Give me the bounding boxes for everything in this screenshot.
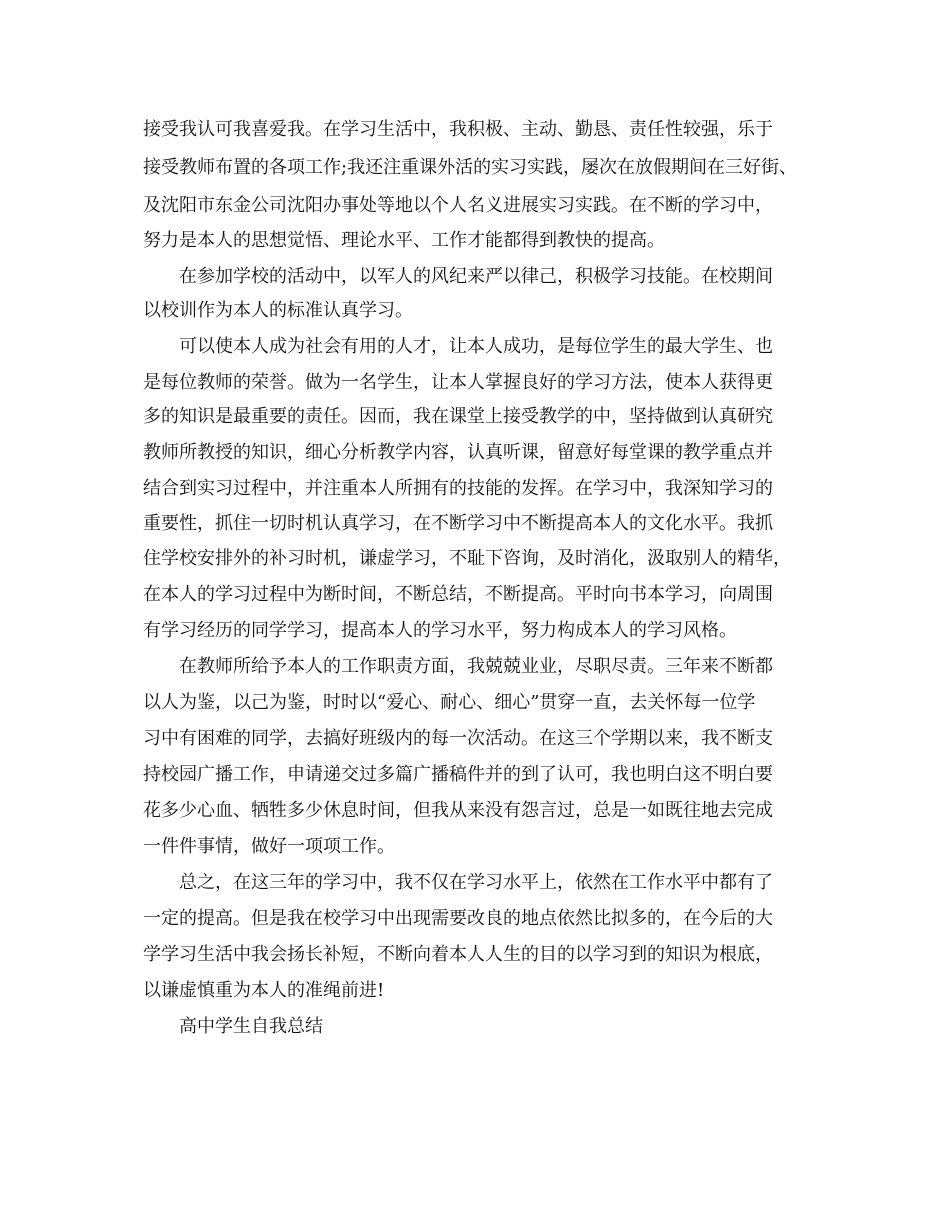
text-line: 及沈阳市东金公司沈阳办事处等地以个人名义进展实习实践。在不断的学习中， [143,195,773,216]
text-line: 一件件事情，做好一项项工作。 [143,836,395,857]
text-line: 持校园广播工作，申请递交过多篇广播稿件并的到了认可，我也明白这不明白要 [143,764,773,785]
text-line: 习中有困难的同学，去搞好班级内的每一次活动。在这三个学期以来，我不断支 [143,728,773,749]
paragraph-first-line: 在教师所给予本人的工作职责方面，我兢兢业业，尽职尽责。三年来不断都 [179,656,773,677]
paragraph-first-line: 在参加学校的活动中，以军人的风纪来严以律己，积极学习技能。在校期间 [179,266,773,287]
text-line: 是每位教师的荣誉。做为一名学生，让本人掌握良好的学习方法，使本人获得更 [143,372,773,393]
text-line: 以人为鉴，以己为鉴，时时以“爱心、耐心、细心”贯穿一直，去关怀每一位学 [143,692,756,713]
text-line: 结合到实习过程中，并注重本人所拥有的技能的发挥。在学习中，我深知学习的 [143,478,773,499]
text-line: 多的知识是最重要的责任。因而，我在课堂上接受教学的中，坚持做到认真研究 [143,406,773,427]
text-line: 在本人的学习过程中为断时间，不断总结，不断提高。平时向书本学习，向周围 [143,584,773,605]
text-line: 接受我认可我喜爱我。在学习生活中，我积极、主动、勤恳、责任性较强，乐于 [143,119,773,140]
text-line: 有学习经历的同学学习，提高本人的学习水平，努力构成本人的学习风格。 [143,620,737,641]
text-line: 花多少心血、牺牲多少休息时间，但我从来没有怨言过，总是一如既往地去完成 [143,800,773,821]
text-line: 学学习生活中我会扬长补短，不断向着本人人生的目的以学习到的知识为根底， [143,944,773,965]
text-line: 接受教师布置的各项工作;我还注重课外活的实习实践，屡次在放假期间在三好街、 [143,157,798,178]
text-line: 努力是本人的思想觉悟、理论水平、工作才能都得到教快的提高。 [143,230,665,251]
section-heading: 高中学生自我总结 [179,1016,323,1037]
paragraph-first-line: 可以使本人成为社会有用的人才，让本人成功，是每位学生的最大学生、也 [179,336,773,357]
paragraph-first-line: 总之，在这三年的学习中，我不仅在学习水平上，依然在工作水平中都有了 [179,872,773,893]
text-line: 以谦虚慎重为本人的准绳前进! [143,980,385,1001]
text-line: 住学校安排外的补习时机，谦虚学习，不耻下咨询，及时消化，汲取别人的精华， [143,548,791,569]
text-line: 以校训作为本人的标准认真学习。 [143,300,413,321]
text-line: 重要性，抓住一切时机认真学习，在不断学习中不断提高本人的文化水平。我抓 [143,513,773,534]
text-line: 教师所教授的知识，细心分析教学内容，认真听课，留意好每堂课的教学重点并 [143,442,773,463]
text-line: 一定的提高。但是我在校学习中出现需要改良的地点依然比拟多的，在今后的大 [143,908,773,929]
